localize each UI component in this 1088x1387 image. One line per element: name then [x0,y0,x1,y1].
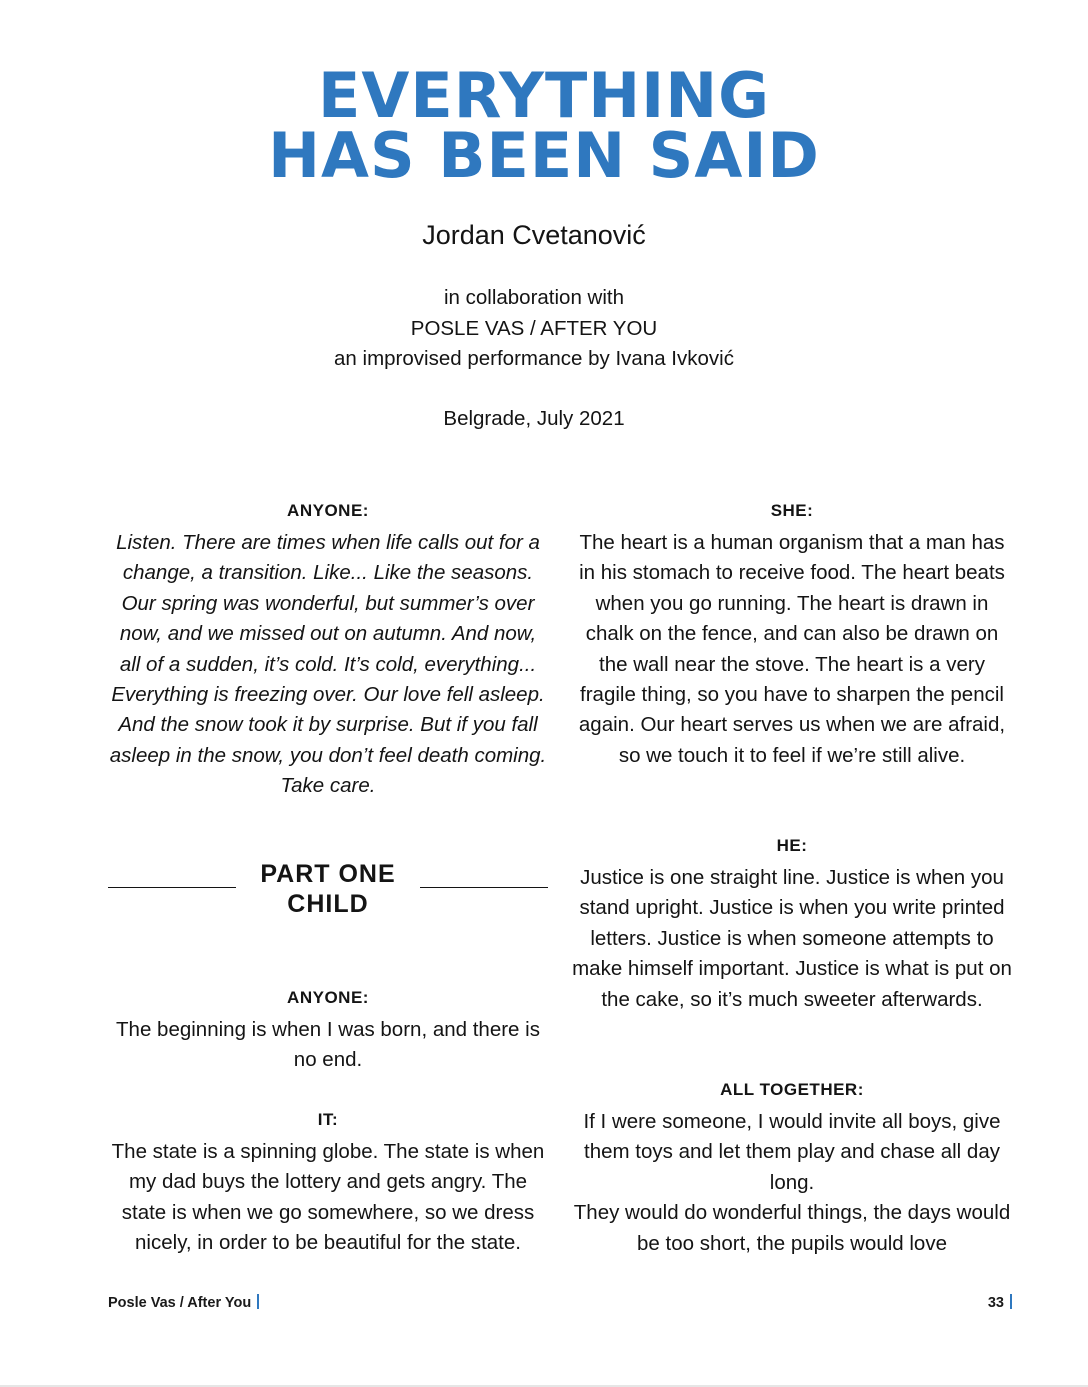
collab-line-1: in collaboration with [443,286,625,309]
footer-accent-bar [257,1294,259,1309]
it-state-block [108,1109,548,1259]
dialogue-text: The state is a spinning globe. The state is when my dad buys the lottery and gets angry. The state is when we go somewhere, so we dress nicely, in order to be beautiful for the state. [111,1140,545,1255]
footer-accent-bar [1010,1294,1012,1309]
part-rule-left [108,887,236,888]
speaker-label: IT: [317,1110,339,1129]
anyone-beginning-block [108,987,548,1076]
speaker-label: SHE: [770,501,814,520]
part-heading [230,859,426,919]
speaker-label: HE: [776,836,808,855]
part-heading-line-2: CHILD [287,890,369,918]
collab-line-2: POSLE VAS / AFTER YOU [410,316,658,340]
part-rule-right [420,887,548,888]
all-together-block [570,1079,1014,1259]
he-justice-block [570,835,1014,1015]
dialogue-text: The heart is a human organism that a man has in his stomach to receive food. The heart beats when you go running. The heart is drawn in chalk on the fence, and can also be drawn on the wall near the stove. The heart is a very fragile thing, so you have to sharpen the pencil again. Our heart serves us when we are afraid, so we touch it to feel if we’re still alive. [578,531,1006,767]
publication-name: Posle Vas / After You [108,1295,252,1311]
part-heading-line-1: PART ONE [260,860,396,888]
page-number: 33 [987,1295,1004,1311]
anyone-intro-block [108,500,548,802]
speaker-label: ALL TOGETHER: [720,1080,864,1099]
footer-publication [108,1294,259,1311]
dialogue-text: If I were someone, I would invite all boys, give them toys and let them play and chase all day long. [583,1110,1001,1194]
title-line-1: EVERYTHING [318,59,770,132]
page-title [0,59,1088,192]
dialogue-text: The beginning is when I was born, and there is no end. [116,1018,540,1072]
dialogue-text: Listen. There are times when life calls out for a change, a transition. Like... Like the seasons. Our spring was wonderful, but summer’s over now, and we missed out on autumn. And now, all of a sudden, it’s cold. It’s cold, everything... Everything is freezing over. Our love fell asleep. And the snow took it by surprise. But if you fall asleep in the snow, you don’t feel death coming. Take care. [109,531,547,798]
speaker-label: ANYONE: [287,501,369,520]
author-name: Jordan Cvetanović [422,220,646,250]
collab-line-3: an improvised performance by Ivana Ivković [334,347,734,370]
collaboration-credits [0,283,1068,375]
footer-page [988,1294,1012,1311]
she-heart-block [570,500,1014,771]
dialogue-text-continued: They would do wonderful things, the days would be too short, the pupils would love [573,1201,1011,1255]
title-line-2: HAS BEEN SAID [268,119,820,192]
speaker-label: ANYONE: [287,988,369,1007]
dialogue-text: Justice is one straight line. Justice is when you stand upright. Justice is when you write printed letters. Justice is when someone attempts to make himself important. Justice is what is put on the cake, so it’s much sweeter afterwards. [572,866,1012,1011]
place-date: Belgrade, July 2021 [443,407,625,430]
